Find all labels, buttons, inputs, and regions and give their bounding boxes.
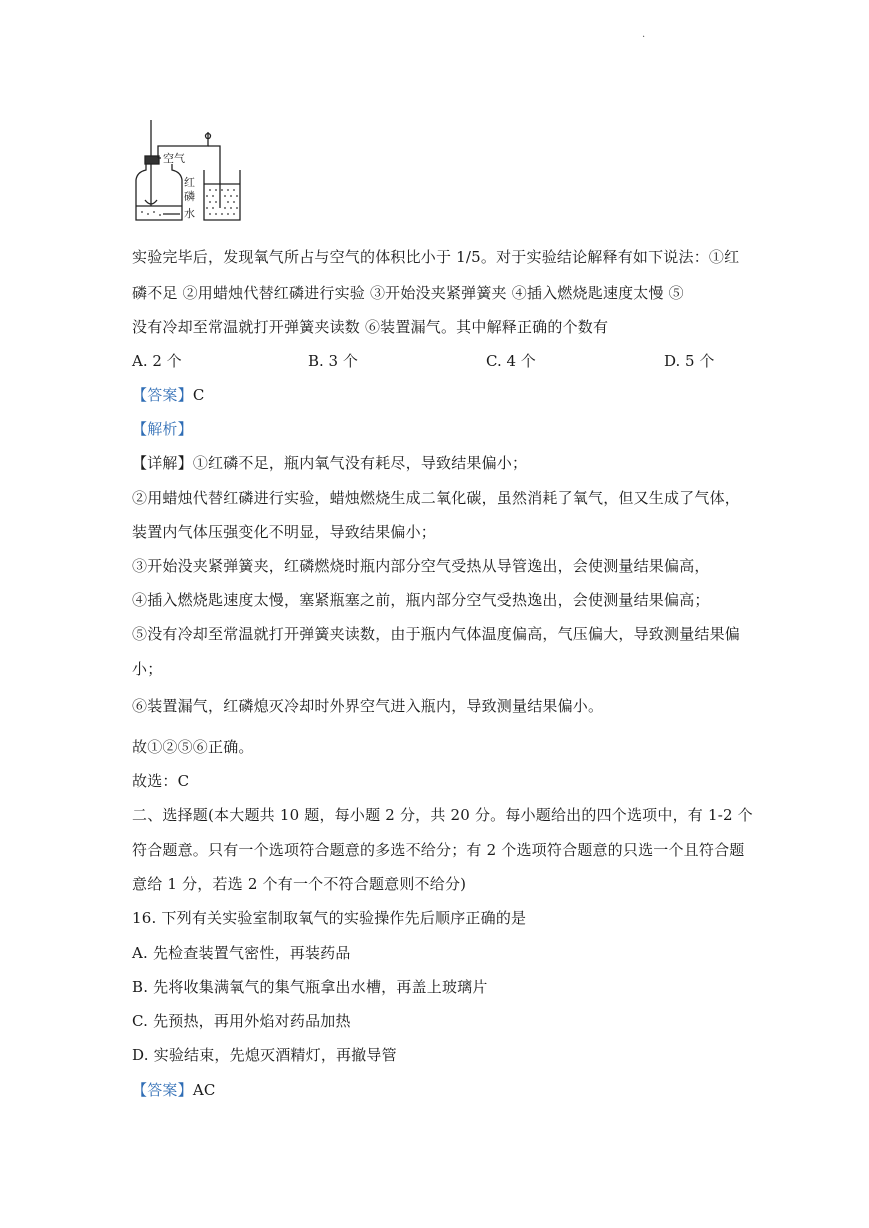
q15-options (132, 351, 732, 371)
q15-detail-line-3: 装置内气体压强变化不明显，导致结果偏小； (132, 523, 437, 541)
section2-heading-line-2: 符合题意。只有一个选项符合题意的多选不给分；有 2 个选项符合题意的只选一个且符合题 (132, 841, 745, 859)
q16-answer (132, 1080, 216, 1100)
q15-stem-line-2: 磷不足 ②用蜡烛代替红磷进行实验 ③开始没夹紧弹簧夹 ④插入燃烧匙速度太慢 ⑤ (132, 284, 684, 302)
q16-option-d: D. 实验结束，先熄灭酒精灯，再撤导管 (132, 1046, 397, 1064)
q15-analysis-heading (132, 419, 193, 439)
q15-detail-line-8: ⑥装置漏气，红磷熄灭冷却时外界空气进入瓶内，导致测量结果偏小。 (132, 697, 604, 715)
q15-option-d: D. 5 个 (664, 352, 715, 370)
q16-option-a: A. 先检查装置气密性，再装药品 (132, 944, 351, 962)
label-air: 空气 (163, 152, 185, 165)
q15-stem-line-1: 实验完毕后，发现氧气所占与空气的体积比小于 1/5。对于实验结论解释有如下说法：①红 (132, 248, 740, 266)
q16-option-c: C. 先预热，再用外焰对药品加热 (132, 1012, 351, 1030)
q15-stem-line-3: 没有冷却至常温就打开弹簧夹读数 ⑥装置漏气。其中解释正确的个数有 (132, 318, 609, 336)
q15-detail-text-1: ①红磷不足，瓶内氧气没有耗尽，导致结果偏小； (192, 454, 528, 472)
q15-detail-tag: 【详解】 (132, 454, 193, 472)
q15-choice: 故选：C (132, 772, 190, 790)
q16-option-b: B. 先将收集满氧气的集气瓶拿出水槽，再盖上玻璃片 (132, 978, 488, 996)
label-phosphorus-2: 磷 (184, 190, 195, 203)
label-phosphorus-1: 红 (184, 176, 195, 189)
q15-detail-line-4: ③开始没夹紧弹簧夹，红磷燃烧时瓶内部分空气受热从导管逸出，会使测量结果偏高， (132, 557, 710, 575)
q15-detail-line-5: ④插入燃烧匙速度太慢，塞紧瓶塞之前，瓶内部分空气受热逸出，会使测量结果偏高； (132, 591, 710, 609)
experiment-apparatus-figure (132, 118, 242, 228)
section2-heading-line-1: 二、选择题(本大题共 10 题，每小题 2 分，共 20 分。每小题给出的四个选项中，有 1-2 个 (132, 806, 753, 824)
q15-option-a: A. 2 个 (132, 352, 182, 370)
q15-analysis-tag: 【解析】 (132, 420, 193, 438)
q16-answer-value: AC (192, 1081, 216, 1099)
q15-answer-value: C (192, 386, 205, 404)
q15-answer (132, 385, 205, 405)
q15-option-c: C. 4 个 (486, 352, 536, 370)
q15-option-b: B. 3 个 (308, 352, 358, 370)
q16-stem: 16. 下列有关实验室制取氧气的实验操作先后顺序正确的是 (132, 909, 527, 927)
section2-heading-line-3: 意给 1 分，若选 2 个有一个不符合题意则不给分) (132, 875, 467, 893)
page-marker: . (642, 29, 646, 40)
q15-detail-line-2: ②用蜡烛代替红磷进行实验，蜡烛燃烧生成二氧化碳，虽然消耗了氧气，但又生成了气体， (132, 489, 741, 507)
q16-answer-tag: 【答案】 (132, 1081, 193, 1099)
q15-detail-line-1 (132, 453, 527, 473)
label-water: 水 (184, 207, 195, 220)
q15-detail-line-6: ⑤没有冷却至常温就打开弹簧夹读数，由于瓶内气体温度偏高，气压偏大，导致测量结果偏 (132, 625, 741, 643)
q15-answer-tag: 【答案】 (132, 386, 193, 404)
q15-detail-line-7: 小； (132, 660, 163, 678)
q15-conclusion: 故①②⑤⑥正确。 (132, 738, 254, 756)
